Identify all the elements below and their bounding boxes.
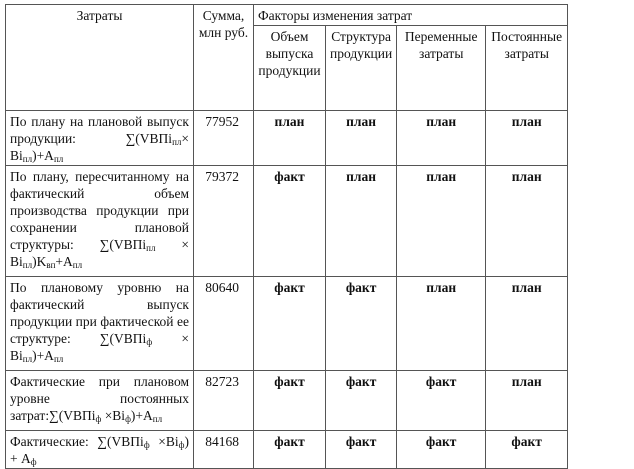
row-variable: план — [397, 111, 486, 166]
header-structure: Структура продукции — [326, 26, 397, 111]
row-fixed: факт — [486, 431, 568, 469]
row-sum: 80640 — [194, 277, 254, 371]
row-sum: 82723 — [194, 371, 254, 431]
header-fixed: Постоянные затраты — [486, 26, 568, 111]
row-variable: факт — [397, 431, 486, 469]
table-row — [6, 166, 568, 277]
row-sum: 84168 — [194, 431, 254, 469]
row-structure: факт — [326, 371, 397, 431]
row-sum: 79372 — [194, 166, 254, 277]
row-structure: факт — [326, 431, 397, 469]
row-sum: 77952 — [194, 111, 254, 166]
header-costs: Затраты — [6, 5, 194, 111]
cost-factors-table — [5, 4, 568, 469]
row-variable: план — [397, 166, 486, 277]
header-row — [6, 5, 568, 26]
header-factors: Факторы изменения затрат — [254, 5, 568, 26]
row-structure: факт — [326, 277, 397, 371]
row-variable: факт — [397, 371, 486, 431]
row-volume: план — [254, 111, 326, 166]
row-label: По плану, пересчитанному на фактический объем производства продукции при сохранении плановой структуры: ∑(VВПi$_{пл}$ × $Bi_{пл})K_{вп}+А_{пл}$ — [6, 166, 194, 277]
row-label: По плановому уровню на фактический выпуск продукции при фактической ее структуре: ∑(VВПi$_ф$ × $Bi_{пл})+А_{пл}$ — [6, 277, 194, 371]
row-structure: план — [326, 111, 397, 166]
row-volume: факт — [254, 166, 326, 277]
table-row — [6, 371, 568, 431]
row-label: Фактические при плановом уровне постоянных затрат:∑(VВПi$_ф$ $\times Bi_ф)+А_{пл}$ — [6, 371, 194, 431]
header-volume: Объем выпуска продукции — [254, 26, 326, 111]
row-volume: факт — [254, 431, 326, 469]
row-fixed: план — [486, 166, 568, 277]
row-volume: факт — [254, 277, 326, 371]
row-label: Фактические: ∑(VВПi$_ф$ $\times Bi_ф) + А_ф$ — [6, 431, 194, 469]
row-label: По плану на плановой выпуск продукции: ∑(VВПi$_{пл}$× $Bi_{пл})+А_{пл}$ — [6, 111, 194, 166]
row-fixed: план — [486, 371, 568, 431]
row-fixed: план — [486, 277, 568, 371]
table-row — [6, 277, 568, 371]
table-row — [6, 431, 568, 469]
row-variable: план — [397, 277, 486, 371]
row-volume: факт — [254, 371, 326, 431]
header-variable: Переменные затраты — [397, 26, 486, 111]
row-fixed: план — [486, 111, 568, 166]
header-sum: Сумма, млн руб. — [194, 5, 254, 111]
row-structure: план — [326, 166, 397, 277]
table-row — [6, 111, 568, 166]
